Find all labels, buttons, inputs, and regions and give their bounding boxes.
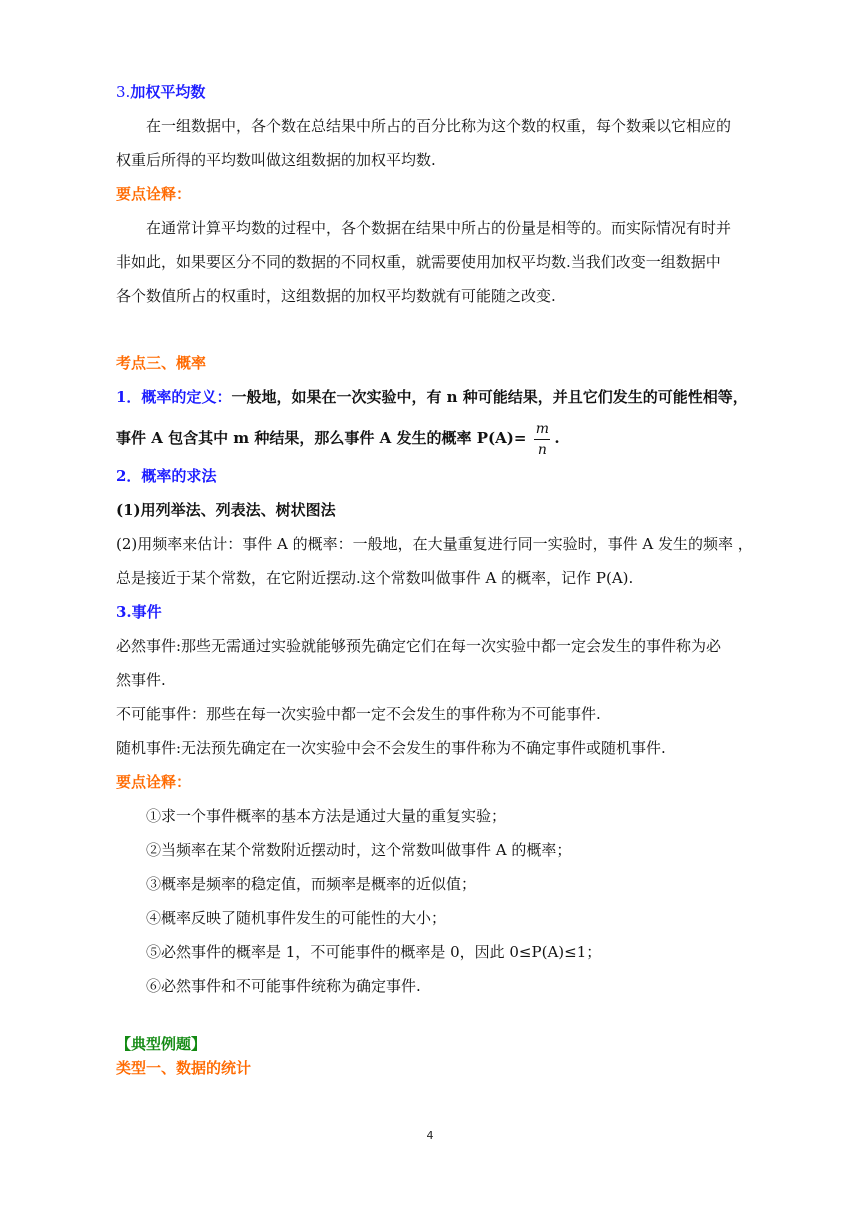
section-heading-weighted-mean: [116, 82, 205, 102]
note-line: 各个数值所占的权重时，这组数据的加权平均数就有可能随之改变.: [116, 287, 556, 305]
definition-text: 一般地，如果在一次实验中，有 n 种可能结果，并且它们发生的可能性相等，: [231, 388, 748, 406]
note-line: 在通常计算平均数的过程中，各个数据在结果中所占的份量是相等的。而实际情况有时并: [146, 219, 732, 237]
definition-line: [116, 387, 748, 407]
event-line: 必然事件:那些无需通过实验就能够预先确定它们在每一次实验中都一定会发生的事件称为必: [116, 637, 722, 655]
fraction-numerator: m: [535, 420, 550, 437]
paragraph-line: 权重后所得的平均数叫做这组数据的加权平均数.: [116, 151, 436, 169]
definition-end: .: [554, 429, 560, 447]
event-line: 随机事件:无法预先确定在一次实验中会不会发生的事件称为不确定事件或随机事件.: [116, 739, 666, 757]
section-heading-probability: 考点三、概率: [116, 354, 207, 372]
note-line: 非如此，如果要区分不同的数据的不同权重，就需要使用加权平均数.当我们改变一组数据中: [116, 253, 721, 271]
method-label: 2．概率的求法: [116, 467, 217, 485]
method-line: (2)用频率来估计：事件 A 的概率：一般地，在大量重复进行同一实验时，事件 A 发生的频率 ，: [116, 535, 753, 553]
note-item: ③概率是频率的稳定值，而频率是概率的近似值；: [146, 875, 477, 893]
paragraph-line: 在一组数据中，各个数在总结果中所占的百分比称为这个数的权重，每个数乘以它相应的: [146, 117, 732, 135]
method-line: (1)用列举法、列表法、树状图法: [116, 501, 336, 519]
note-item: ⑤必然事件的概率是 1，不可能事件的概率是 0，因此 0≤P(A)≤1；: [146, 943, 602, 961]
note-item: ⑥必然事件和不可能事件统称为确定事件.: [146, 977, 421, 995]
heading-number: 3.: [116, 83, 131, 101]
page-number: 4: [426, 1129, 434, 1142]
definition-line-formula: [116, 420, 560, 458]
method-line: 总是接近于某个常数，在它附近摆动.这个常数叫做事件 A 的概率，记作 P(A).: [116, 569, 634, 587]
heading-text: 加权平均数: [130, 83, 206, 101]
event-line: 不可能事件：那些在每一次实验中都一定不会发生的事件称为不可能事件.: [116, 705, 601, 723]
fraction-denominator: n: [537, 441, 547, 458]
fraction-bar: [534, 439, 550, 440]
examples-heading: 【典型例题】: [116, 1035, 207, 1053]
note-item: ④概率反映了随机事件发生的可能性的大小；: [146, 909, 447, 927]
definition-label: 1．概率的定义：: [116, 388, 232, 406]
event-label: 3.事件: [116, 603, 162, 621]
fraction-m-over-n: [534, 421, 550, 458]
key-point-label: 要点诠释：: [116, 773, 192, 791]
event-line: 然事件.: [116, 671, 166, 689]
note-item: ①求一个事件概率的基本方法是通过大量的重复实验；: [146, 807, 507, 825]
definition-text: 事件 A 包含其中 m 种结果，那么事件 A 发生的概率 P(A)=: [116, 429, 527, 447]
key-point-label: 要点诠释：: [116, 185, 192, 203]
note-item: ②当频率在某个常数附近摆动时，这个常数叫做事件 A 的概率；: [146, 841, 572, 859]
example-type-heading: 类型一、数据的统计: [116, 1059, 252, 1077]
